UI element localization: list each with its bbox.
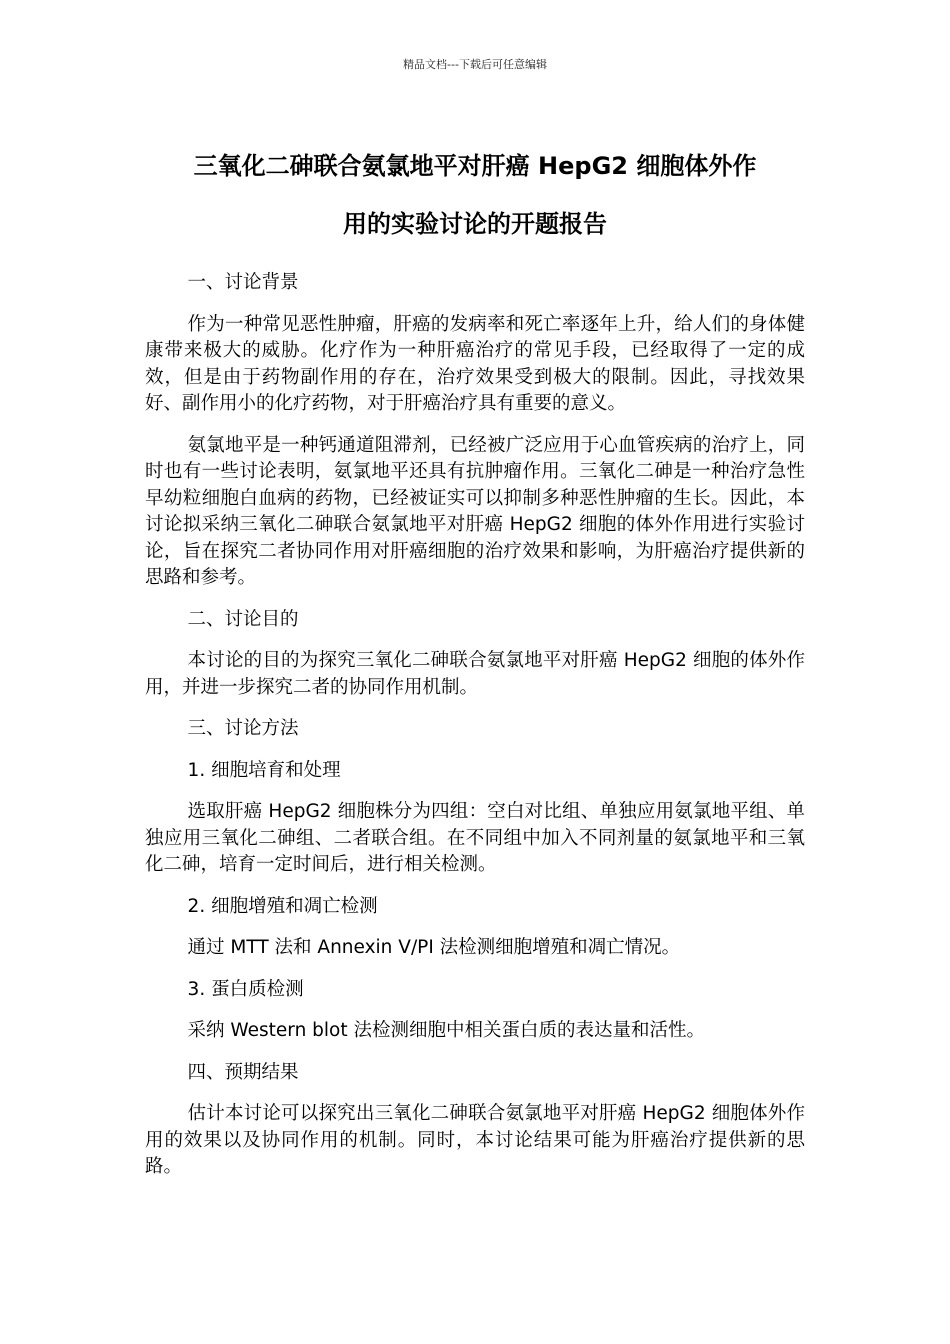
document-body bbox=[145, 270, 805, 1196]
results-paragraph: 估计本讨论可以探究出三氧化二砷联合氨氯地平对肝癌 HepG2 细胞体外作用的效果以及协同作用的机制。同时，本讨论结果可能为肝癌治疗提供新的思路。 bbox=[145, 1103, 805, 1177]
method-2-heading: 2. 细胞增殖和凋亡检测 bbox=[187, 895, 378, 917]
title-line-1: 三氧化二砷联合氨氯地平对肝癌 HepG2 细胞体外作 bbox=[193, 152, 757, 180]
background-paragraph-2: 氨氯地平是一种钙通道阻滞剂，已经被广泛应用于心血管疾病的治疗上，同时也有一些讨论表明，氨氯地平还具有抗肿瘤作用。三氧化二砷是一种治疗急性早幼粒细胞白血病的药物，已经被证实可以抑制多种恶性肿瘤的生长。因此，本讨论拟采纳三氧化二砷联合氨氯地平对肝癌 HepG2 细胞的体外作用进行实验讨论，旨在探究二者协同作用对肝癌细胞的治疗效果和影响，为肝癌治疗提供新的思路和参考。 bbox=[145, 434, 805, 588]
section-heading-purpose: 二、讨论目的 bbox=[187, 608, 299, 630]
title-line-2: 用的实验讨论的开题报告 bbox=[343, 210, 607, 238]
method-3-heading: 3. 蛋白质检测 bbox=[187, 978, 304, 1000]
method-3-paragraph: 采纳 Western blot 法检测细胞中相关蛋白质的表达量和活性。 bbox=[187, 1020, 706, 1041]
section-heading-results: 四、预期结果 bbox=[187, 1061, 299, 1083]
method-1-heading: 1. 细胞培育和处理 bbox=[187, 759, 341, 781]
method-2-paragraph: 通过 MTT 法和 Annexin V/PI 法检测细胞增殖和凋亡情况。 bbox=[187, 937, 681, 958]
method-1-paragraph: 选取肝癌 HepG2 细胞株分为四组：空白对比组、单独应用氨氯地平组、单独应用三氧化二砷组、二者联合组。在不同组中加入不同剂量的氨氯地平和三氧化二砷，培育一定时间后，进行相关检测。 bbox=[145, 801, 805, 875]
document-title bbox=[130, 137, 820, 253]
purpose-paragraph: 本讨论的目的为探究三氧化二砷联合氨氯地平对肝癌 HepG2 细胞的体外作用，并进一步探究二者的协同作用机制。 bbox=[145, 650, 805, 698]
background-paragraph-1: 作为一种常见恶性肿瘤，肝癌的发病率和死亡率逐年上升，给人们的身体健康带来极大的威胁。化疗作为一种肝癌治疗的常见手段，已经取得了一定的成效，但是由于药物副作用的存在，治疗效果受到极大的限制。因此，寻找效果好、副作用小的化疗药物，对于肝癌治疗具有重要的意义。 bbox=[145, 313, 805, 414]
page-header: 精品文档---下载后可任意编辑 bbox=[403, 58, 547, 71]
section-heading-background: 一、讨论背景 bbox=[187, 272, 299, 293]
section-heading-methods: 三、讨论方法 bbox=[187, 718, 299, 739]
